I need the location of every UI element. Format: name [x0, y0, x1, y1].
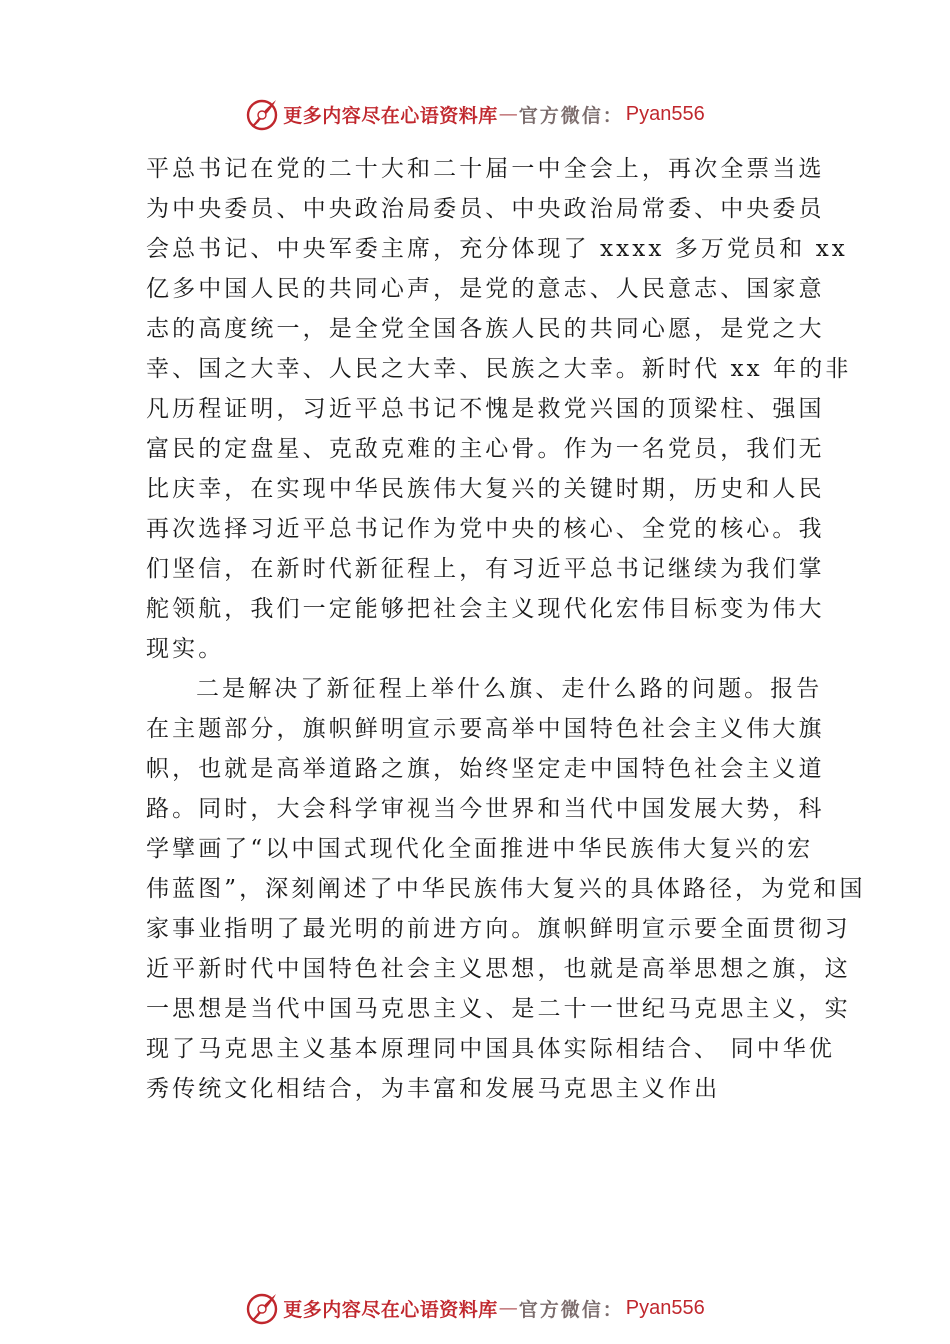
footer-watermark: [0, 1288, 950, 1328]
watermark-separator: —: [498, 103, 518, 125]
document-body: [146, 149, 866, 1109]
watermark-wechat-label: 官方微信：: [518, 104, 624, 127]
watermark-site-text: 更多内容尽在心语资料库: [283, 104, 498, 127]
watermark-wechat-label: 官方微信：: [518, 1298, 624, 1321]
text-line: 平总书记在党的二十大和二十届一中全会上，再次全票当选: [146, 156, 825, 182]
text-line: 家事业指明了最光明的前进方向。旗帜鲜明宣示要全面贯彻习: [146, 916, 851, 942]
text-line: 舵领航，我们一定能够把社会主义现代化宏伟目标变为伟大: [146, 596, 825, 622]
text-line: 亿多中国人民的共同心声，是党的意志、人民意志、国家意: [146, 276, 825, 302]
text-line: 凡历程证明，习近平总书记不愧是救党兴国的顶梁柱、强国: [146, 396, 825, 422]
text-line: 伟蓝图”，深刻阐述了中华民族伟大复兴的具体路径，为党和国: [146, 876, 866, 902]
text-line: 在主题部分，旗帜鲜明宣示要高举中国特色社会主义伟大旗: [146, 716, 825, 742]
header-watermark: [0, 94, 950, 134]
text-line: 会总书记、中央军委主席，充分体现了 xxxx 多万党员和 xx: [146, 236, 848, 262]
text-line: 一思想是当代中国马克思主义、是二十一世纪马克思主义，实: [146, 996, 851, 1022]
text-line: 幸、国之大幸、人民之大幸、民族之大幸。新时代 xx 年的非: [146, 356, 852, 382]
quill-pen-circle-icon: [245, 1291, 279, 1325]
text-line: 帜，也就是高举道路之旗，始终坚定走中国特色社会主义道: [146, 756, 825, 782]
text-line: 学擘画了“以中国式现代化全面推进中华民族伟大复兴的宏: [146, 836, 814, 862]
watermark-wechat-id: Pyan556: [625, 1296, 705, 1319]
watermark-wechat-id: Pyan556: [625, 102, 705, 125]
quill-pen-circle-icon: [245, 97, 279, 131]
text-line: 路。同时，大会科学审视当今世界和当代中国发展大势，科: [146, 796, 825, 822]
text-line: 富民的定盘星、克敌克难的主心骨。作为一名党员，我们无: [146, 436, 825, 462]
text-line: 现实。: [146, 636, 225, 662]
text-line: 现了马克思主义基本原理同中国具体实际相结合、 同中华优: [146, 1036, 836, 1062]
text-line: 再次选择习近平总书记作为党中央的核心、全党的核心。我: [146, 516, 825, 542]
watermark-site-text: 更多内容尽在心语资料库: [283, 1298, 498, 1321]
text-line: 近平新时代中国特色社会主义思想，也就是高举思想之旗，这: [146, 956, 851, 982]
text-line: 秀传统文化相结合，为丰富和发展马克思主义作出: [146, 1076, 721, 1102]
text-line: 为中央委员、中央政治局委员、中央政治局常委、中央委员: [146, 196, 825, 222]
text-line: 志的高度统一，是全党全国各族人民的共同心愿，是党之大: [146, 316, 825, 342]
text-line: 比庆幸，在实现中华民族伟大复兴的关键时期，历史和人民: [146, 476, 825, 502]
paragraph-start-line: 二是解决了新征程上举什么旗、走什么路的问题。报告: [196, 676, 823, 702]
text-line: 们坚信，在新时代新征程上，有习近平总书记继续为我们掌: [146, 556, 825, 582]
watermark-separator: —: [498, 1297, 518, 1319]
